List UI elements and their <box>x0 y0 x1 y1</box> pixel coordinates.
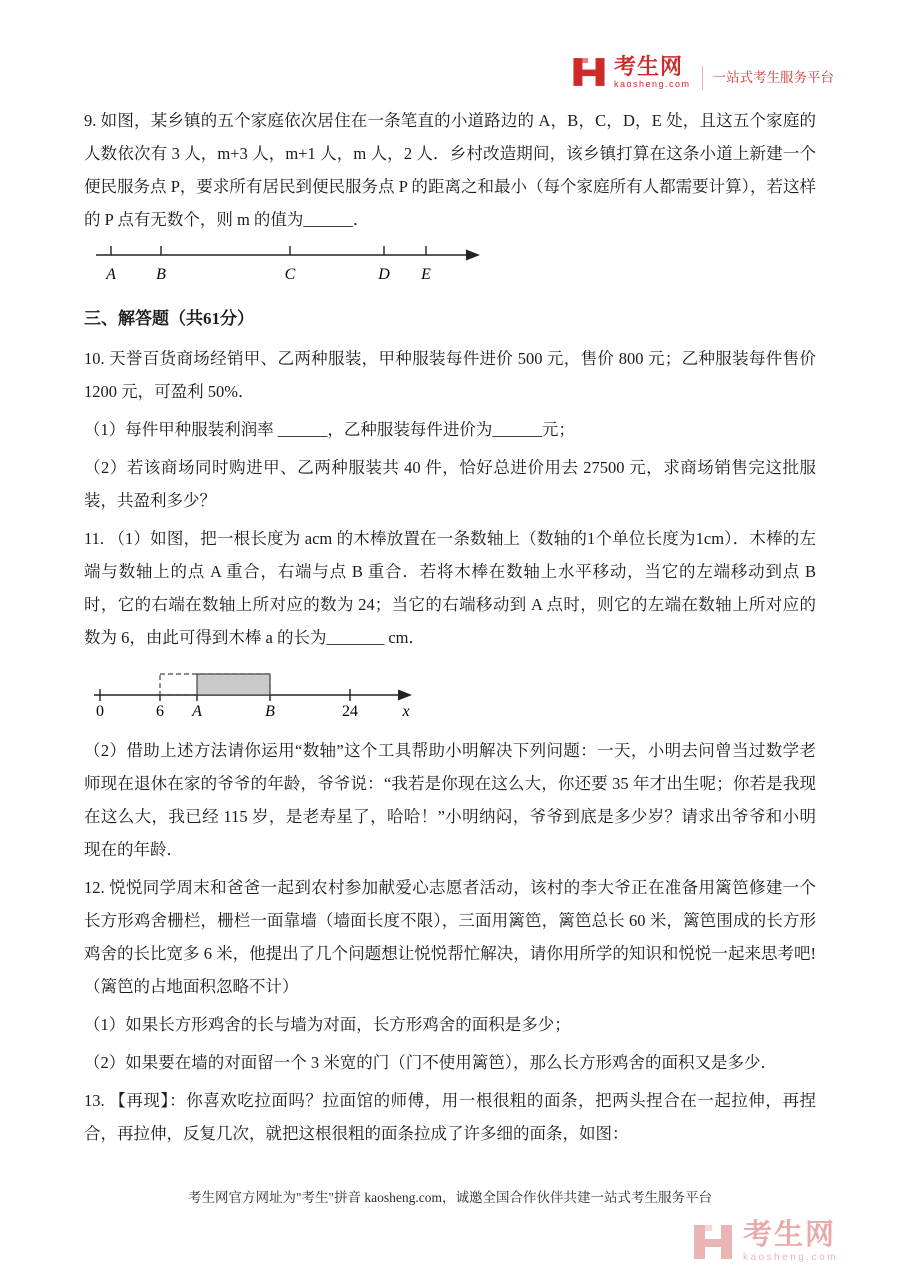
question-12-part2: （2）如果要在墙的对面留一个 3 米宽的门（门不使用篱笆），那么长方形鸡舍的面积又是多少． <box>84 1053 777 1072</box>
point-label-D: D <box>378 266 390 283</box>
kaosheng-watermark <box>691 1220 838 1264</box>
question-9-numberline <box>90 241 816 292</box>
logo-tagline: 一站式考生服务平台 <box>702 66 835 90</box>
footer-text: 考生网官方网址为"考生"拼音 kaosheng.com，诚邀全国合作伙伴共建一站式考生服务平台 <box>187 1190 712 1205</box>
point-label-A: A <box>106 266 116 283</box>
logo-text <box>614 56 691 90</box>
question-10-part2: （2）若该商场同时购进甲、乙两种服装共 40 件，恰好总进价用去 27500 元，求商场销售完这批服装，共盈利多少？ <box>84 458 816 510</box>
tick-label-6: 6 <box>156 703 164 719</box>
question-12-intro: 12. 悦悦同学周末和爸爸一起到农村参加献爱心志愿者活动，该村的李大爷正在准备用篱笆修建一个长方形鸡舍栅栏，栅栏一面靠墙（墙面长度不限），三面用篱笆，篱笆总长 60 米，篱笆围成的长方形鸡舍的长比宽多 6 米，他提出了几个问题想让悦悦帮忙解决，请你用所学的知识和悦悦一起来思考吧!（篱笆的占地面积忽略不计） <box>84 878 816 996</box>
axis-label-x: x <box>402 703 410 719</box>
numberline-axis <box>90 241 485 287</box>
question-11-numberline <box>90 659 816 724</box>
site-header <box>0 0 900 90</box>
section-3-title: 三、解答题（共61分） <box>84 309 254 328</box>
question-10-intro: 10. 天誉百货商场经销甲、乙两种服装，甲种服装每件进价 500 元，售价 800 元；乙种服装每件售价 1200 元，可盈利 50%． <box>84 349 817 401</box>
numberline-stick-axis <box>90 659 425 719</box>
kaosheng-logo <box>571 54 834 90</box>
watermark-domain: kaosheng.com <box>742 1252 838 1263</box>
tick-label-A: A <box>192 703 202 719</box>
gray-stick <box>197 674 270 695</box>
watermark-logo-icon <box>691 1220 735 1264</box>
question-11-part2: （2）借助上述方法请你运用“数轴”这个工具帮助小明解决下列问题：一天，小明去问曾当过数学老师现在退休在家的爷爷的年龄，爷爷说：“我若是你现在这么大，你还要 35 年才出生呢；你若是我现在这么大，我已经 115 岁，是老寿星了，哈哈！”小明纳闷，爷爷到底是多少岁？请求出爷爷和小明现在的年龄． <box>84 741 816 859</box>
tick-label-0: 0 <box>96 703 104 719</box>
logo-name: 考生网 <box>613 54 683 79</box>
tick-label-24: 24 <box>342 703 358 719</box>
question-12-part1: （1）如果长方形鸡舍的长与墙为对面，长方形鸡舍的面积是多少； <box>84 1015 571 1034</box>
question-10-part1: （1）每件甲种服装利润率 ______，乙种服装每件进价为______元； <box>84 420 575 439</box>
watermark-name: 考生网 <box>742 1219 836 1251</box>
point-label-C: C <box>284 266 296 283</box>
watermark-text <box>743 1221 838 1263</box>
exam-content <box>0 90 900 1150</box>
point-label-B: B <box>156 266 166 283</box>
question-9-text: 9. 如图，某乡镇的五个家庭依次居住在一条笔直的小道路边的 A，B，C，D，E 处，且这五个家庭的人数依次有 3 人，m+3 人，m+1 人，m 人，2 人．乡村改造期间，该乡镇打算在这条小道上新建一个便民服务点 P，要求所有居民到便民服务点 P 的距离之和最小（每个家庭所有人都需要计算），若这样的 P 点有无数个，则 m 的值为______． <box>84 111 816 229</box>
question-11-part1: 11. （1）如图，把一根长度为 acm 的木棒放置在一条数轴上（数轴的1个单位长度为1cm）．木棒的左端与数轴上的点 A 重合，右端与点 B 重合．若将木棒在数轴上水平移动，当它的左端移动到点 B 时，它的右端在数轴上所对应的数为 24；当它的右端移动到 A 点时，则它的左端在数轴上所对应的数为 6，由此可得到木棒 a 的长为_______ cm． <box>84 529 816 647</box>
tick-label-B: B <box>265 703 275 719</box>
kaosheng-logo-icon <box>571 54 607 90</box>
point-label-E: E <box>421 266 431 283</box>
logo-domain: kaosheng.com <box>613 79 691 89</box>
question-13-text: 13. 【再现】：你喜欢吃拉面吗？拉面馆的师傅，用一根很粗的面条，把两头捏合在一起拉伸，再捏合，再拉伸，反复几次，就把这根很粗的面条拉成了许多细的面条，如图： <box>84 1091 816 1143</box>
